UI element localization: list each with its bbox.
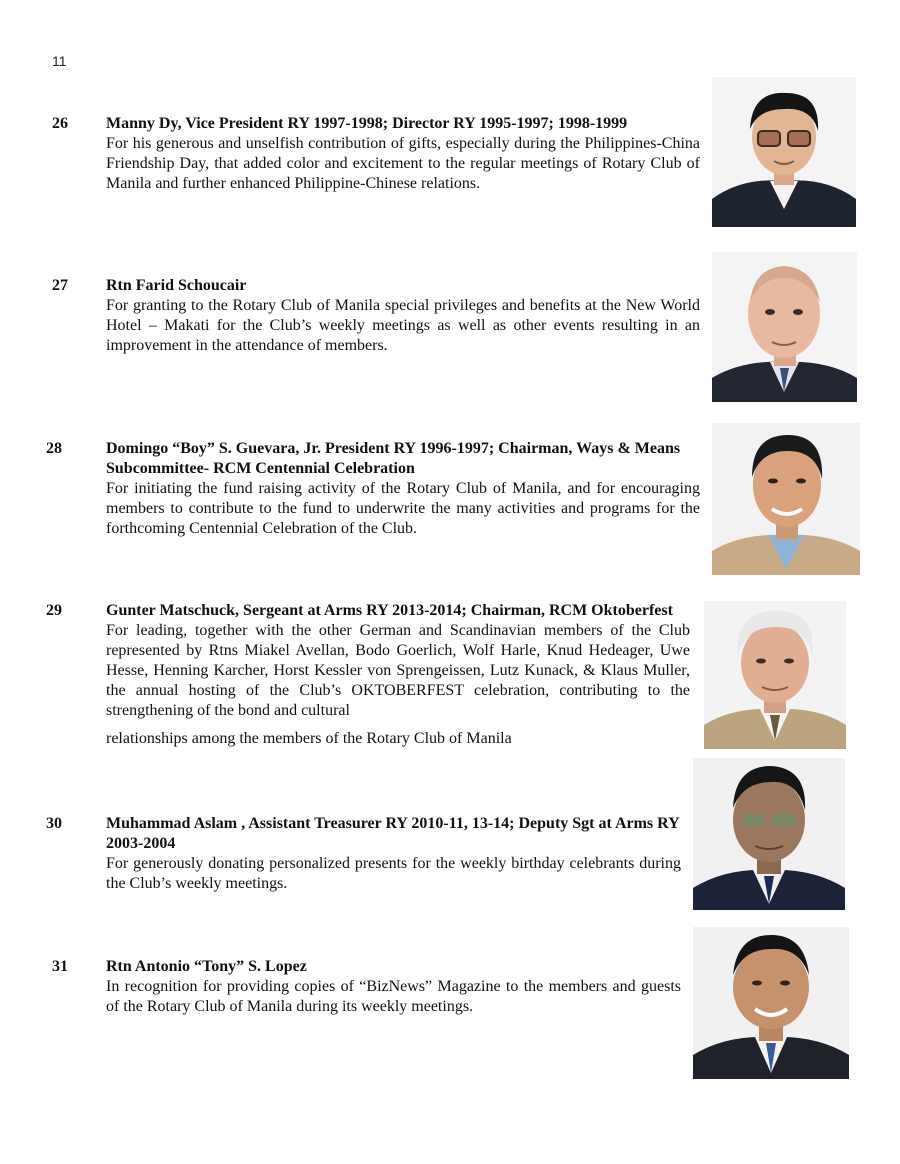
entry-name: Rtn Antonio “Tony” S. Lopez	[106, 958, 307, 975]
entry-description: For leading, together with the other German and Scandinavian members of the Club represented by Rtns Miakel Avellan, Bodo Goerlich, Wolf Harle, Knud Hedeager, Uwe Hesse, Henning Karcher, Horst Kessler von Sprengeissen, Lutz Kunack, & Klaus Muller, the annual hosting of the Club’s OKTOBERFEST celebration, contributing to the strengthening of the bond and cultural	[106, 622, 690, 719]
entry-number: 29	[46, 602, 62, 619]
entry-name: Domingo “Boy” S. Guevara, Jr. President RY 1996-1997; Chairman, Ways & Means Subcommittee- RCM Centennial Celebration	[106, 440, 681, 477]
entry-number: 31	[52, 958, 68, 975]
entry-name: Muhammad Aslam , Assistant Treasurer RY 2010-11, 13-14; Deputy Sgt at Arms RY 2003-2004	[106, 815, 680, 852]
entry-body	[106, 439, 700, 539]
member-photo	[712, 77, 856, 227]
portrait-icon	[693, 758, 845, 910]
entry-description: For generously donating personalized presents for the weekly birthday celebrants during the Club’s weekly meetings.	[106, 855, 681, 892]
entry-number: 27	[52, 277, 68, 294]
member-photo	[712, 252, 857, 402]
entry-number: 30	[46, 815, 62, 832]
entry-body	[106, 276, 700, 356]
member-photo	[693, 758, 845, 910]
entry-number: 26	[52, 115, 68, 132]
entry-description: In recognition for providing copies of “BizNews” Magazine to the members and guests of the Rotary Club of Manila during its weekly meetings.	[106, 978, 681, 1015]
entry-description: For granting to the Rotary Club of Manila special privileges and benefits at the New World Hotel – Makati for the Club’s weekly meetings as well as other events resulting in an improvement in the attendance of members.	[106, 297, 700, 354]
entry-body	[106, 601, 690, 749]
entry-number: 28	[46, 440, 62, 457]
portrait-icon	[712, 423, 860, 575]
entry-body	[106, 114, 700, 194]
entry-body	[106, 957, 681, 1017]
entry-body	[106, 814, 681, 894]
portrait-icon	[712, 77, 856, 227]
entry-description: For his generous and unselfish contribution of gifts, especially during the Philippines-China Friendship Day, that added color and excitement to the regular meetings of Rotary Club of Manila and further enhanced Philippine-Chinese relations.	[106, 135, 700, 192]
entry-name: Rtn Farid Schoucair	[106, 277, 247, 294]
entry-description-tail: relationships among the members of the Rotary Club of Manila	[106, 730, 512, 747]
entry-description: For initiating the fund raising activity of the Rotary Club of Manila, and for encouraging members to contribute to the fund to underwrite the many activities and programs for the forthcoming Centennial Celebration of the Club.	[106, 480, 700, 537]
portrait-icon	[712, 252, 857, 402]
page-number: 11	[52, 53, 67, 69]
entry-name: Manny Dy, Vice President RY 1997-1998; Director RY 1995-1997; 1998-1999	[106, 115, 628, 132]
entry-name: Gunter Matschuck, Sergeant at Arms RY 2013-2014; Chairman, RCM Oktoberfest	[106, 602, 673, 619]
member-photo	[712, 423, 860, 575]
portrait-icon	[693, 927, 849, 1079]
member-photo	[693, 927, 849, 1079]
portrait-icon	[704, 601, 846, 749]
member-photo	[704, 601, 846, 749]
